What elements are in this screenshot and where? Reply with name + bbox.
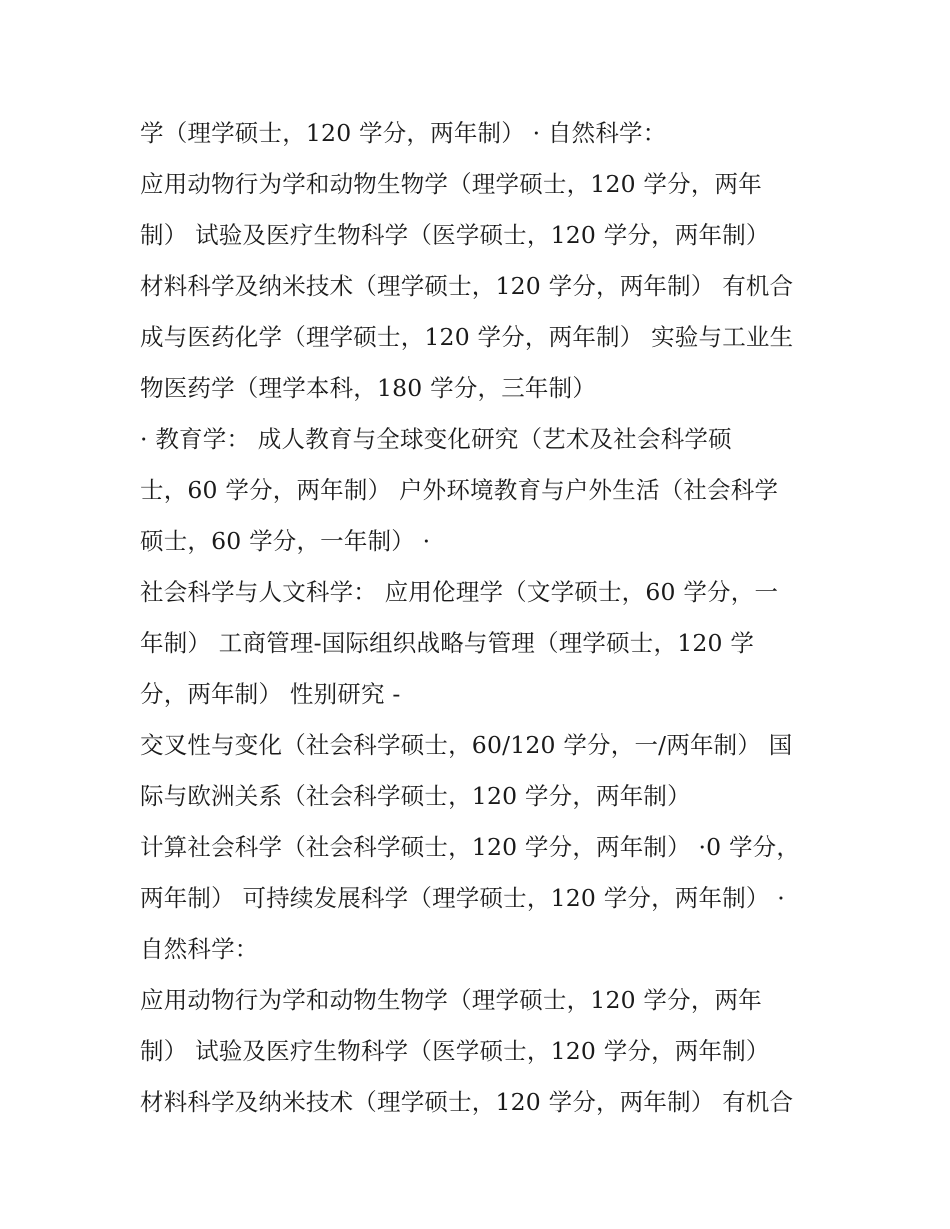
text-line: 计算社会科学（社会科学硕士，120 学分，两年制） ·0 学分， bbox=[140, 833, 801, 861]
text-line: 年制） 工商管理-国际组织战略与管理（理学硕士，120 学 bbox=[140, 629, 755, 657]
text-line: 社会科学与人文科学： 应用伦理学（文学硕士，60 学分，一 bbox=[140, 578, 779, 606]
text-line: 物医药学（理学本科，180 学分，三年制） bbox=[140, 374, 597, 402]
text-line: 材料科学及纳米技术（理学硕士，120 学分，两年制） 有机合 bbox=[140, 1088, 794, 1116]
text-line: 士，60 学分，两年制） 户外环境教育与户外生活（社会科学 bbox=[140, 476, 779, 504]
text-line: 学（理学硕士，120 学分，两年制） · 自然科学： bbox=[140, 119, 667, 147]
text-line: 际与欧洲关系（社会科学硕士，120 学分，两年制） bbox=[140, 782, 691, 810]
body-text bbox=[140, 108, 830, 1128]
text-line: 两年制） 可持续发展科学（理学硕士，120 学分，两年制） · bbox=[140, 884, 785, 912]
text-line: 应用动物行为学和动物生物学（理学硕士，120 学分，两年 bbox=[140, 170, 762, 198]
text-line: 应用动物行为学和动物生物学（理学硕士，120 学分，两年 bbox=[140, 986, 762, 1014]
text-line: 分，两年制） 性别研究 - bbox=[140, 680, 401, 708]
text-line: 材料科学及纳米技术（理学硕士，120 学分，两年制） 有机合 bbox=[140, 272, 794, 300]
text-line: 制） 试验及医疗生物科学（医学硕士，120 学分，两年制） bbox=[140, 1037, 770, 1065]
text-line: 交叉性与变化（社会科学硕士，60/120 学分，一/两年制） 国 bbox=[140, 731, 793, 759]
text-line: 硕士，60 学分，一年制） · bbox=[140, 527, 431, 555]
text-line: 自然科学： bbox=[140, 935, 259, 963]
text-line: 制） 试验及医疗生物科学（医学硕士，120 学分，两年制） bbox=[140, 221, 770, 249]
text-line: 成与医药化学（理学硕士，120 学分，两年制） 实验与工业生 bbox=[140, 323, 794, 351]
text-line: · 教育学： 成人教育与全球变化研究（艺术及社会科学硕 bbox=[140, 425, 732, 453]
